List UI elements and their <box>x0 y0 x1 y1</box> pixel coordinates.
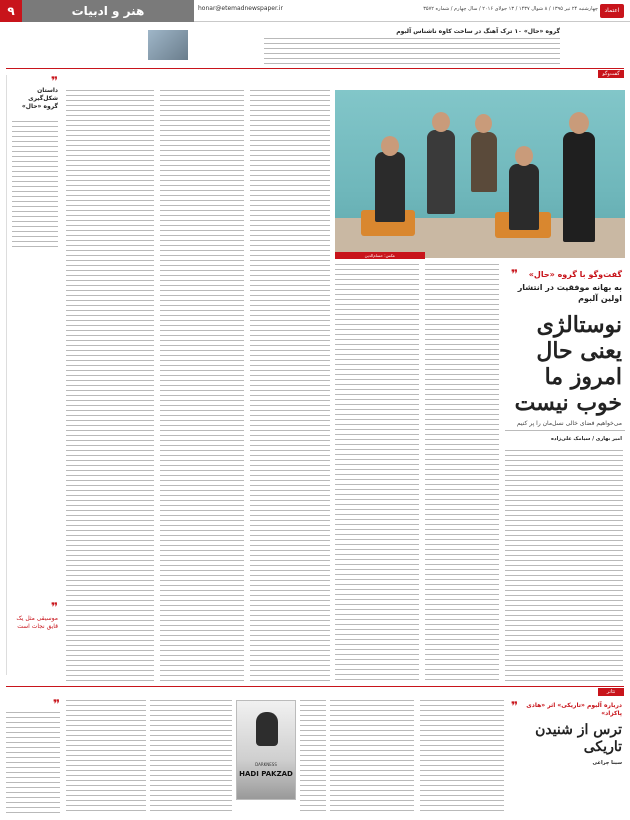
article-column <box>300 700 326 815</box>
article-tag: گفت‌وگو <box>598 70 624 78</box>
album-title: DARKNESS <box>255 762 277 767</box>
rail-pull-quote: موسیقی مثل یک قایق نجات است <box>16 615 58 630</box>
article-column <box>335 264 419 682</box>
article-column <box>425 264 499 682</box>
article-subhead: به بهانه موفقیت در انتشار اولین آلبوم <box>517 283 622 303</box>
quote-icon: ❞ <box>510 267 518 281</box>
rail-body-text <box>6 712 60 815</box>
article-column <box>330 700 414 815</box>
teaser-title: گروه «حال» ۱۰ ترک آهنگ در ساخت کاوه ناشناس آلبوم <box>396 28 560 35</box>
photo-caption: عکس: حسام‌الدین <box>335 252 425 259</box>
quote-icon: ❞ <box>52 697 60 711</box>
article-column <box>420 700 504 815</box>
article-byline: امیر بهاری / سیامک علی‌زاده <box>551 436 622 442</box>
section-divider <box>6 686 624 687</box>
bottom-headline: ترس از شنیدن تاریکی <box>535 722 622 755</box>
article-column <box>160 90 244 682</box>
article-column <box>66 90 154 682</box>
section-divider <box>6 68 624 69</box>
article-headline: نوستالژی یعنی حال امروز ما خوب نیست <box>514 312 622 416</box>
article-tag: تئاتر <box>598 688 624 696</box>
newspaper-logo: اعتماد <box>600 4 624 18</box>
bottom-byline: سینا چراغی <box>592 760 622 766</box>
rail-body-text <box>12 121 58 251</box>
article-column <box>150 700 232 815</box>
quote-icon: ❞ <box>50 74 58 88</box>
quote-icon: ❞ <box>50 600 58 614</box>
page-number: ۹ <box>0 0 22 22</box>
dateline: چهارشنبه ۲۴ تیر ۱۳۹۵ / ۸ شوال ۱۴۳۷ / ۱۳ جولای ۲۰۱۶ / سال چهارم / شماره ۳۵۷۲ <box>423 6 598 12</box>
article-column <box>505 450 623 682</box>
teaser-box <box>70 28 560 68</box>
quote-icon: ❞ <box>510 699 518 713</box>
band-photo <box>335 90 625 258</box>
article-column <box>66 700 146 815</box>
teaser-body-text <box>264 38 560 64</box>
bottom-kicker: درباره آلبوم «تاریکی» اثر «هادی پاکزاد» <box>526 702 622 717</box>
article-column <box>250 90 330 682</box>
album-artist: HADI PAKZAD <box>239 770 293 778</box>
section-title: هنر و ادبیات <box>22 0 194 22</box>
article-deck: می‌خواهیم فضای خالی نسل‌مان را پر کنیم <box>516 420 622 427</box>
side-rail <box>6 75 60 675</box>
section-email[interactable]: honar@etemadnewspaper.ir <box>198 5 283 12</box>
rail-title: داستان شکل‌گیری گروه «حال» <box>21 87 58 110</box>
article-kicker: گفت‌وگو با گروه «حال» <box>528 270 622 279</box>
album-portrait <box>256 712 278 746</box>
teaser-image <box>148 30 188 60</box>
headline-divider <box>505 430 625 431</box>
